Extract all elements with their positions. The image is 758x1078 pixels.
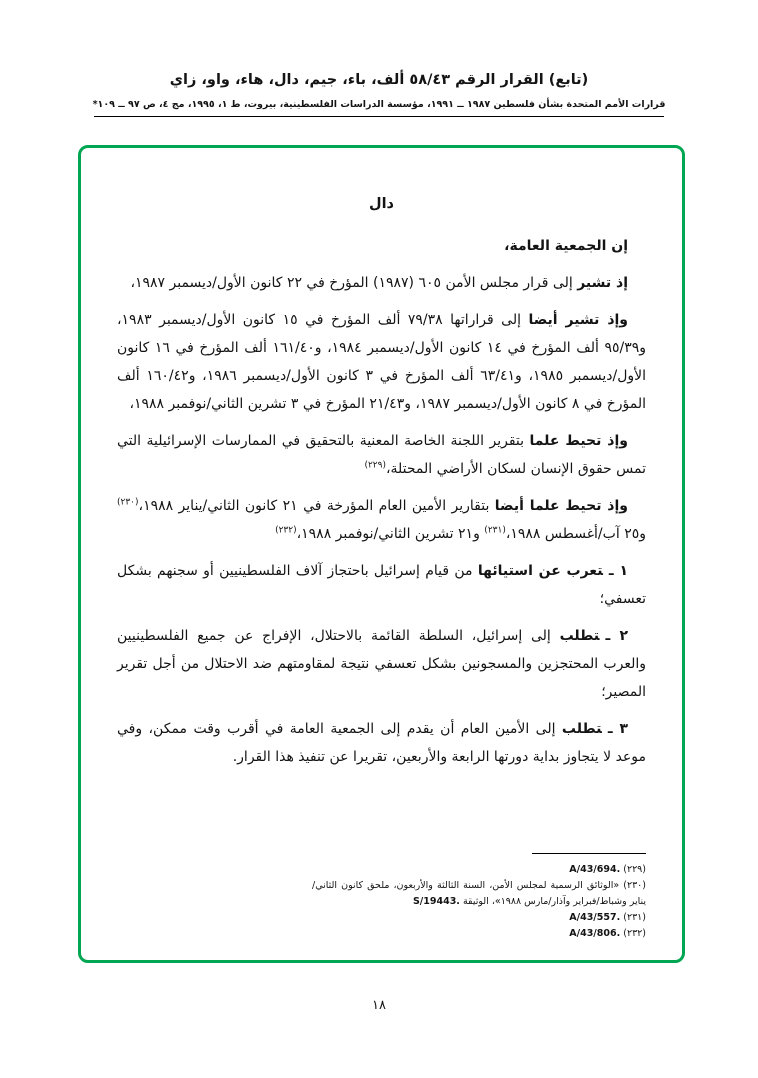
paragraph-lead: تعرب عن استيائها xyxy=(477,563,603,579)
paragraph-lead: وإذ تحيط علما أيضا xyxy=(494,498,628,514)
page-number: ١٨ xyxy=(372,998,386,1013)
preamble-paragraph-takes-note xyxy=(117,427,646,483)
footnote-marker: (٢٣٠) xyxy=(623,880,646,891)
paragraph-lead: وإذ تحيط علما xyxy=(529,433,628,449)
opening-phrase: إن الجمعية العامة، xyxy=(504,238,628,254)
paragraph-text: إلى الأمين العام أن يقدم إلى الجمعية العامة في أقرب وقت ممكن، وفي موعد لا يتجاوز بداية دورتها الرابعة والأربعين، تقريرا عن تنفيذ هذا القرار. xyxy=(117,721,646,765)
resolution-opening-paragraph xyxy=(117,232,646,260)
footnote-text: «الوثائق الرسمية لمجلس الأمن، السنة الثالثة والأربعون، ملحق كانون الثاني/يناير وشباط/فبراير وآذار/مارس ١٩٨٨»، الوثيقة xyxy=(312,880,646,907)
footnotes-section xyxy=(312,853,646,942)
footnote-reference-231: (٢٣١) xyxy=(484,525,506,536)
footnote-230 xyxy=(312,878,646,910)
paragraph-text: بتقارير الأمين العام المؤرخة في ٢١ كانون الثاني/يناير ١٩٨٨، xyxy=(138,498,495,514)
footnote-document-symbol: A/43/806. xyxy=(569,928,621,939)
header-rule xyxy=(94,116,664,117)
paragraph-lead: تطلب xyxy=(561,721,602,737)
resolution-frame xyxy=(78,145,685,963)
paragraph-lead: تطلب xyxy=(559,628,600,644)
footnote-marker: (٢٣١) xyxy=(623,912,646,923)
paragraph-lead: إذ تشير xyxy=(577,275,628,291)
footnote-document-symbol: A/43/694. xyxy=(569,864,621,875)
paragraph-number: ١ ـ xyxy=(608,563,628,579)
footnote-marker: (٢٣٢) xyxy=(623,928,646,939)
paragraph-text: إلى قراراتها ٧٩/٣٨ ألف المؤرخ في ١٥ كانون الأول/ديسمبر ١٩٨٣، و٩٥/٣٩ ألف المؤرخ في ١٤ كانون الأول/ديسمبر ١٩٨٤، و١٦١/٤٠ ألف المؤرخ في ١٦ كانون الأول/ديسمبر ١٩٨٥، و٦٣/٤١ ألف المؤرخ في ٣ كانون الأول/ديسمبر ١٩٨٦، و١٦٠/٤٢ ألف المؤرخ في ٨ كانون الأول/ديسمبر ١٩٨٧، و٢١/٤٣ المؤرخ في ٣ تشرين الثاني/نوفمبر ١٩٨٨، xyxy=(117,312,647,412)
footnote-229 xyxy=(312,862,646,878)
section-heading: دال xyxy=(369,196,394,212)
paragraph-text: إلى إسرائيل، السلطة القائمة بالاحتلال، الإفراج عن جميع الفلسطينيين والعرب المحتجزين والمسجونين بشكل تعسفي نتيجة لمقاومتهم ضد الاحتلال من أجل تقرير المصير؛ xyxy=(117,628,646,700)
document-header xyxy=(0,72,758,117)
footnote-separator-rule xyxy=(532,853,646,854)
preamble-paragraph-recalls-also xyxy=(117,306,646,418)
paragraph-text: بتقرير اللجنة الخاصة المعنية بالتحقيق في الممارسات الإسرائيلية التي تمس حقوق الإنسان لسكان الأراضي المحتلة، xyxy=(117,433,646,477)
document-source-line: قرارات الأمم المتحدة بشأن فلسطين ١٩٨٧ ــ ١٩٩١، مؤسسة الدراسات الفلسطينية، بيروت، ط ١، ١٩٩٥، مج ٤، ص ٩٧ ــ ١٠٩* xyxy=(92,99,666,110)
footnote-marker: (٢٢٩) xyxy=(623,864,646,875)
operative-paragraph-3 xyxy=(117,715,646,771)
document-title: (تابع) القرار الرقم ٥٨/٤٣ ألف، باء، جيم، دال، هاء، واو، زاي xyxy=(169,72,589,88)
paragraph-lead: وإذ تشير أيضا xyxy=(528,312,629,328)
paragraph-text: و٢٥ آب/أغسطس ١٩٨٨، xyxy=(505,526,646,542)
paragraph-text: إلى قرار مجلس الأمن ٦٠٥ (١٩٨٧) المؤرخ في ٢٢ كانون الأول/ديسمبر ١٩٨٧، xyxy=(130,275,578,291)
paragraph-text: و٢١ تشرين الثاني/نوفمبر ١٩٨٨، xyxy=(296,526,485,542)
footnote-document-symbol: A/43/557. xyxy=(569,912,621,923)
preamble-paragraph-recalls xyxy=(117,269,646,297)
footnote-reference-232: (٢٣٢) xyxy=(275,525,297,536)
paragraph-text: من قيام إسرائيل باحتجاز آلاف الفلسطينيين أو سجنهم بشكل تعسفي؛ xyxy=(117,563,646,607)
operative-paragraph-1 xyxy=(117,557,646,613)
footnote-reference-229: (٢٢٩) xyxy=(364,460,386,471)
paragraph-number: ٣ ـ xyxy=(607,721,628,737)
footnote-reference-230: (٢٣٠) xyxy=(117,497,139,508)
footnote-document-symbol: S/19443. xyxy=(412,896,460,907)
operative-paragraph-2 xyxy=(117,622,646,706)
paragraph-number: ٢ ـ xyxy=(605,628,628,644)
preamble-paragraph-takes-note-also xyxy=(117,492,646,548)
footnote-232 xyxy=(312,926,646,942)
footnote-231 xyxy=(312,910,646,926)
